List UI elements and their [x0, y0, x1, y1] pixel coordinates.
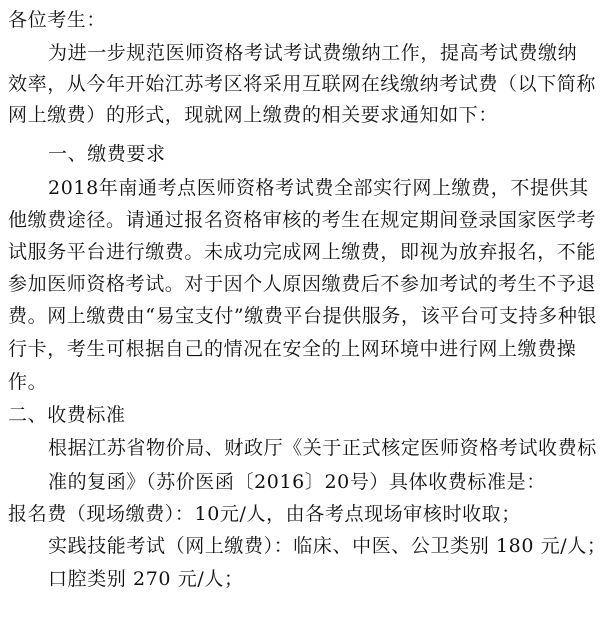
intro-line-1: 为进一步规范医师资格考试考试费缴纳工作，提高考试费缴纳 — [48, 42, 578, 64]
section-1-line-2: 他缴费途径。请通过报名资格审核的考生在规定期间登录国家医学考 — [8, 209, 597, 231]
section-1-line-7: 作。 — [8, 371, 48, 393]
section-1-line-4: 参加医师资格考试。对于因个人原因缴费后不参加考试的考生不予退 — [8, 273, 597, 295]
fee-dental: 口腔类别 270 元/人； — [48, 568, 244, 590]
section-heading-1: 一、缴费要求 — [48, 143, 166, 165]
fee-registration: 报名费（现场缴费）：10元/人，由各考点现场审核时收取； — [8, 503, 521, 525]
salutation: 各位考生： — [8, 9, 107, 31]
intro-line-2: 效率，从今年开始江苏考区将采用互联网在线缴纳考试费（以下简称 — [8, 73, 597, 95]
section-1-line-3: 试服务平台进行缴费。未成功完成网上缴费，即视为放弃报名，不能 — [8, 241, 597, 263]
section-2-line-1: 根据江苏省物价局、财政厅《关于正式核定医师资格考试收费标 — [48, 437, 597, 459]
section-heading-2: 二、收费标准 — [8, 404, 126, 426]
fee-practical-exam: 实践技能考试（网上缴费）：临床、中医、公卫类别 180 元/人； — [48, 535, 607, 557]
section-1-line-1: 2018年南通考点医师资格考试费全部实行网上缴费，不提供其 — [48, 177, 589, 199]
section-1-line-6: 行卡，考生可根据自己的情况在安全的上网环境中进行网上缴费操 — [8, 338, 577, 360]
section-2-line-2: 准的复函》（苏价医函〔2016〕20号）具体收费标准是： — [48, 471, 546, 493]
section-1-line-5: 费。网上缴费由“易宝支付”缴费平台提供服务，该平台可支持多种银 — [8, 305, 598, 327]
intro-line-3: 网上缴费）的形式，现就网上缴费的相关要求通知如下： — [8, 104, 499, 126]
